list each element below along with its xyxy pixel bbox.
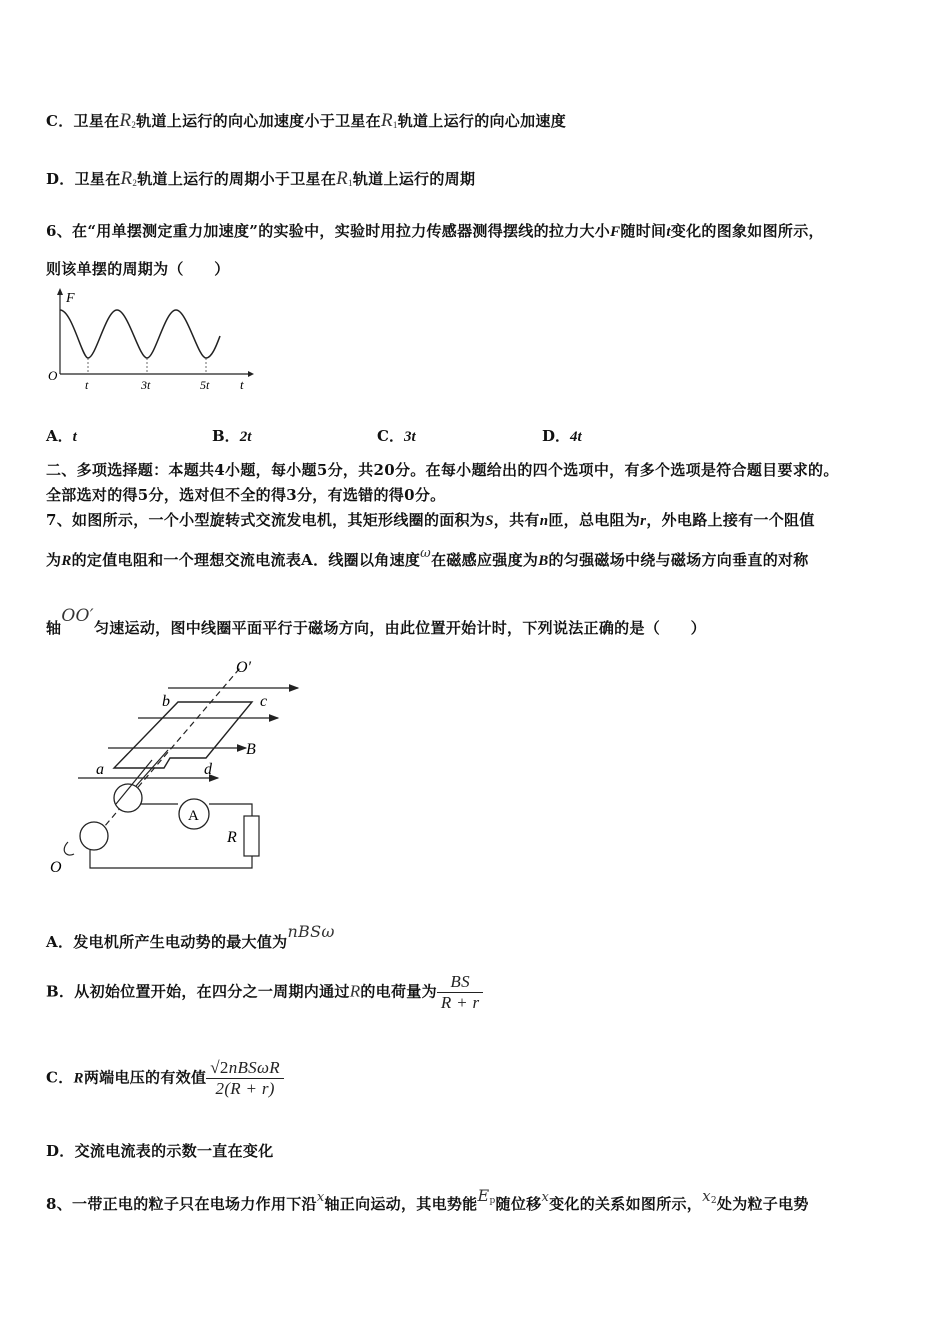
r2-symbol: $R_2$ bbox=[119, 110, 137, 131]
q6-option-d[interactable]: D．4t bbox=[542, 427, 582, 445]
section2-heading-line1: 二、多项选择题：本题共4小题，每小题5分，共20分。在每小题给出的四个选项中，有多个选项是符合题目要求的。 bbox=[46, 461, 839, 479]
q6-option-b[interactable]: B．2t bbox=[212, 427, 252, 445]
graph-x-label: t bbox=[240, 377, 244, 392]
rms-voltage-fraction: $\frac{\text{√2nBSωR}}{2(R + r)}$ bbox=[206, 1058, 284, 1099]
q7-option-d[interactable]: D．交流电流表的示数一直在变化 bbox=[46, 1142, 274, 1160]
graph-y-label: F bbox=[66, 291, 75, 306]
q7-stem-line2: 为R的定值电阻和一个理想交流电流表A．线圈以角速度ω在磁感应强度为B的匀强磁场中绕与磁场方向垂直的对称 bbox=[46, 546, 809, 569]
q7-stem-line1: 7、如图所示，一个小型旋转式交流发电机，其矩形线圈的面积为S，共有n匝，总电阻为r，外电路上接有一个阻值 bbox=[46, 511, 815, 529]
q7-option-b[interactable]: B．从初始位置开始，在四分之一周期内通过R的电荷量为 $\frac{BS}{R + r}$ bbox=[46, 972, 483, 1013]
label-b-corner: b bbox=[162, 693, 170, 710]
r1-symbol: $R_1$ bbox=[380, 110, 398, 131]
q5-option-c: C．卫星在$R_2$轨道上运行的向心加速度小于卫星在$R_1$轨道上运行的向心加速度 bbox=[46, 110, 567, 131]
axis-symbol: OO′ bbox=[61, 606, 94, 626]
graph-origin-label: O bbox=[48, 368, 58, 383]
graph-tick-5t: 5t bbox=[200, 378, 210, 392]
label-d-corner: d bbox=[204, 761, 212, 778]
q6-option-a[interactable]: A．t bbox=[46, 427, 77, 445]
label-b-field: B bbox=[246, 741, 256, 758]
q6-stem-line2: 则该单摆的周期为（ ） bbox=[46, 260, 230, 278]
q6-force-time-graph bbox=[40, 286, 260, 398]
q7-stem-line3: 轴OO′匀速运动，图中线圈平面平行于磁场方向，由此位置开始计时，下列说法正确的是（ ） bbox=[46, 606, 706, 637]
section2-heading-line2: 全部选对的得5分，选对但不全的得3分，有选错的得0分。 bbox=[46, 486, 446, 504]
graph-tick-t: t bbox=[85, 378, 89, 392]
q7-option-a[interactable]: A．发电机所产生电动势的最大值为nBSω bbox=[46, 922, 335, 951]
label-o-prime: O′ bbox=[236, 659, 252, 676]
q6-option-c[interactable]: C．3t bbox=[377, 427, 416, 445]
q5-option-d-label: D． bbox=[46, 170, 75, 188]
label-o-bottom: O bbox=[50, 859, 62, 876]
label-c-corner: c bbox=[260, 693, 268, 710]
omega-symbol: ω bbox=[420, 546, 432, 561]
r1-symbol: $R_1$ bbox=[336, 168, 353, 189]
q6-stem-line1: 6、在“用单摆测定重力加速度”的实验中，实验时用拉力传感器测得摆线的拉力大小F随时间t变化的图象如图所示， bbox=[46, 222, 824, 240]
q7-option-c[interactable]: C．R两端电压的有效值 $\frac{\text{√2nBSωR}}{2(R + r)}$ bbox=[46, 1058, 284, 1099]
q8-stem-line1: 8、一带正电的粒子只在电场力作用下沿x轴正向运动，其电势能$E_p$随位移x变化的关系如图所示，$x_2$处为粒子电势 bbox=[46, 1186, 809, 1213]
q5-option-d: D．卫星在$R_2$轨道上运行的周期小于卫星在$R_1$轨道上运行的周期 bbox=[46, 168, 476, 189]
q5-option-c-label: C． bbox=[46, 112, 74, 130]
graph-tick-3t: 3t bbox=[141, 378, 151, 392]
label-resistor: R bbox=[227, 829, 237, 846]
charge-fraction: $\frac{BS}{R + r}$ bbox=[437, 972, 483, 1013]
q7-generator-diagram bbox=[40, 650, 310, 880]
r2-symbol: $R_2$ bbox=[120, 168, 138, 189]
emf-max-expr: nBSω bbox=[287, 922, 335, 941]
label-ammeter: A bbox=[188, 808, 199, 824]
label-a-corner: a bbox=[96, 761, 104, 778]
